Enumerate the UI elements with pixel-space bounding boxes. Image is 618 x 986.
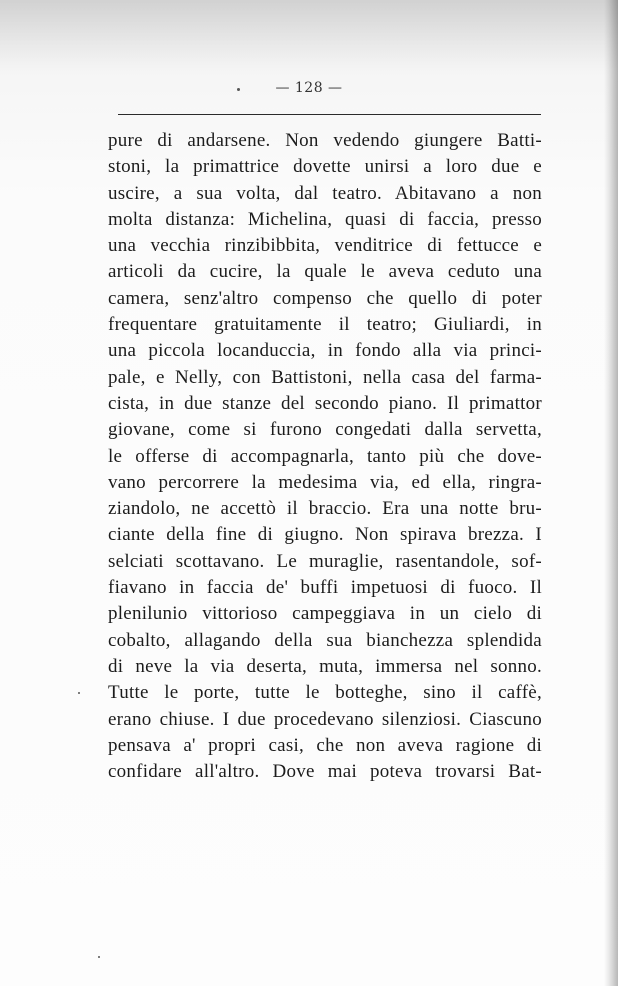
text-line: cista, in due stanze del secondo piano. Il primattor — [108, 392, 542, 414]
text-line: pensava a' propri casi, che non aveva ragione di — [108, 734, 542, 756]
text-line: stoni, la primattrice dovette unirsi a loro due e — [108, 156, 542, 178]
text-line: erano chiuse. I due procedevano silenziosi. Ciascuno — [108, 708, 542, 730]
header-rule — [118, 114, 541, 115]
text-line: vano percorrere la medesima via, ed ella, ringra- — [108, 471, 542, 493]
paper-speck — [78, 692, 80, 694]
page-top-shadow — [0, 0, 618, 70]
text-line: una piccola locanduccia, in fondo alla via princi- — [108, 340, 542, 362]
text-line: pure di andarsene. Non vedendo giungere Batti- — [108, 130, 542, 151]
page-number: — 128 — — [275, 80, 343, 96]
page-binding-shadow — [604, 0, 618, 986]
text-line: confidare all'altro. Dove mai poteva trovarsi Bat- — [108, 761, 542, 783]
text-line: plenilunio vittorioso campeggiava in un cielo di — [108, 603, 542, 625]
text-line: selciati scottavano. Le muraglie, rasentandole, sof- — [108, 550, 542, 572]
paper-speck — [237, 88, 240, 91]
text-line: cobalto, allagando della sua bianchezza splendida — [108, 629, 542, 651]
text-line: uscire, a sua volta, dal teatro. Abitavano a non — [108, 182, 542, 204]
text-line: camera, senz'altro compenso che quello di poter — [108, 287, 542, 309]
text-line: una vecchia rinzibibbita, venditrice di fettucce e — [108, 235, 542, 257]
text-line: molta distanza: Michelina, quasi di faccia, presso — [108, 208, 542, 230]
text-line: le offerse di accompagnarla, tanto più che dove- — [108, 445, 542, 467]
text-line: fiavano in faccia de' buffi impetuosi di fuoco. Il — [108, 577, 542, 599]
text-line: ciante della fine di giugno. Non spirava brezza. I — [108, 524, 542, 546]
text-line: articoli da cucire, la quale le aveva ceduto una — [108, 261, 542, 283]
text-line: di neve la via deserta, muta, immersa nel sonno. — [108, 655, 542, 677]
paper-speck — [98, 956, 100, 958]
text-line: pale, e Nelly, con Battistoni, nella casa del farma- — [108, 366, 542, 388]
text-line: Tutte le porte, tutte le botteghe, sino il caffè, — [108, 682, 542, 704]
text-line: ziandolo, ne accettò il braccio. Era una notte bru- — [108, 498, 542, 520]
text-line: frequentare gratuitamente il teatro; Giuliardi, in — [108, 314, 542, 336]
text-line: giovane, come si furono congedati dalla servetta, — [108, 419, 542, 441]
body-text — [108, 128, 542, 785]
